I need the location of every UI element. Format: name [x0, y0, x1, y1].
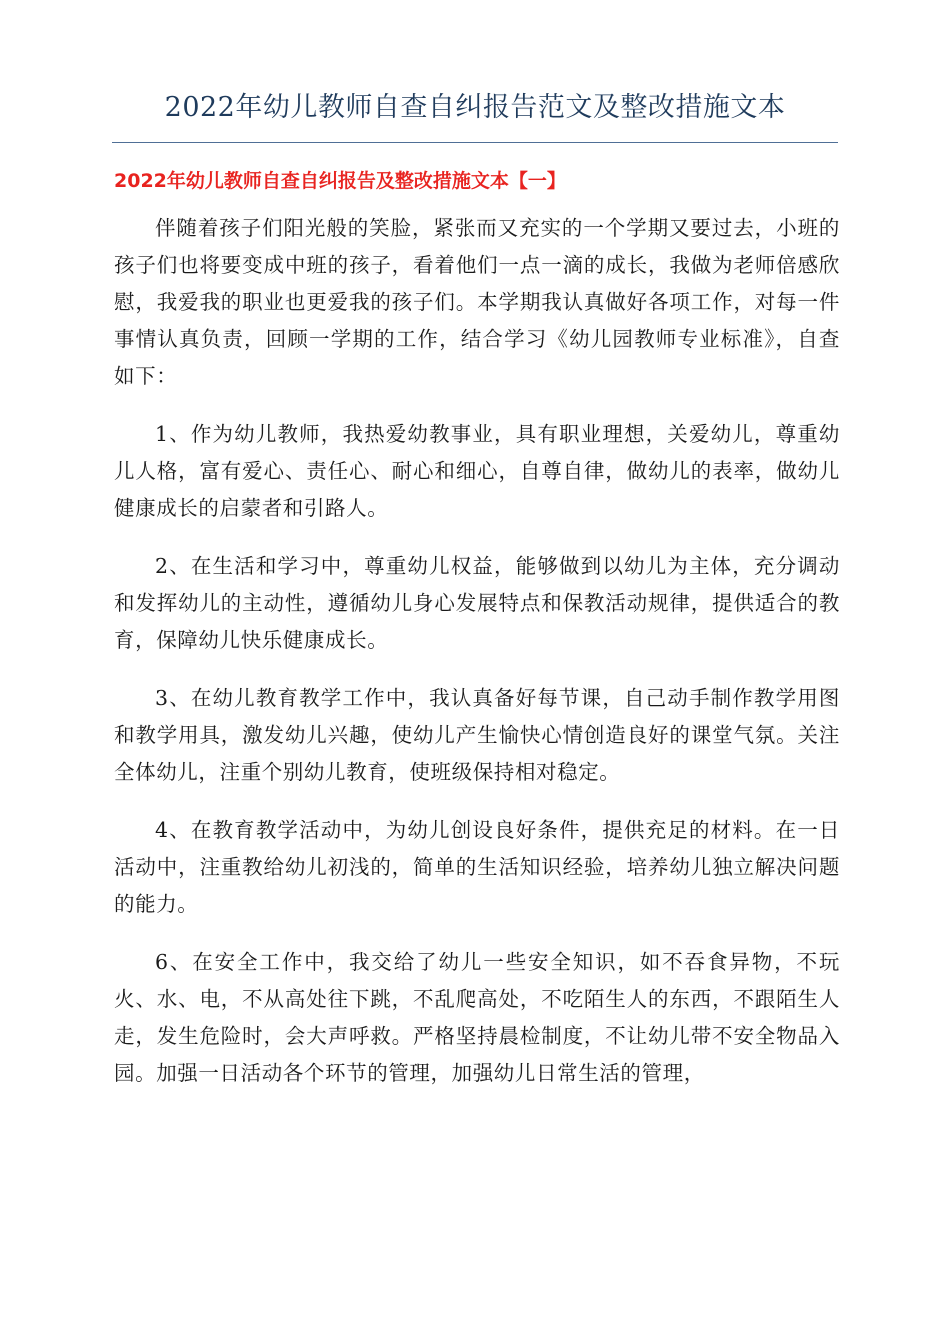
intro-paragraph: 伴随着孩子们阳光般的笑脸，紧张而又充实的一个学期又要过去，小班的孩子们也将要变成中班的孩子，看着他们一点一滴的成长，我做为老师倍感欣慰，我爱我的职业也更爱我的孩子们。本学期我认真做好各项工作，对每一件事情认真负责，回顾一学期的工作，结合学习《幼儿园教师专业标准》，自查如下： [114, 216, 840, 388]
paragraph-item-4: 4、在教育教学活动中，为幼儿创设良好条件，提供充足的材料。在一日活动中，注重教给幼儿初浅的，简单的生活知识经验，培养幼儿独立解决问题的能力。 [114, 818, 840, 916]
paragraph-item-1: 1、作为幼儿教师，我热爱幼教事业，具有职业理想，关爱幼儿，尊重幼儿人格，富有爱心、责任心、耐心和细心，自尊自律，做幼儿的表率，做幼儿健康成长的启蒙者和引路人。 [114, 422, 840, 520]
paragraph-item-6: 6、在安全工作中，我交给了幼儿一些安全知识，如不吞食异物，不玩火、水、电，不从高处往下跳，不乱爬高处，不吃陌生人的东西，不跟陌生人走，发生危险时，会大声呼救。严格坚持晨检制度，不让幼儿带不安全物品入园。加强一日活动各个环节的管理，加强幼儿日常生活的管理， [114, 950, 840, 1085]
section-heading: 2022年幼儿教师自查自纠报告及整改措施文本【一】 [114, 170, 566, 192]
document-body [114, 210, 840, 1113]
title-divider [112, 142, 838, 143]
paragraph-item-3: 3、在幼儿教育教学工作中，我认真备好每节课，自己动手制作教学用图和教学用具，激发幼儿兴趣，使幼儿产生愉快心情创造良好的课堂气氛。关注全体幼儿，注重个别幼儿教育，使班级保持相对稳定。 [114, 686, 840, 784]
paragraph-item-2: 2、在生活和学习中，尊重幼儿权益，能够做到以幼儿为主体，充分调动和发挥幼儿的主动性，遵循幼儿身心发展特点和保教活动规律，提供适合的教育，保障幼儿快乐健康成长。 [114, 554, 840, 652]
document-title: 2022年幼儿教师自查自纠报告范文及整改措施文本 [164, 92, 786, 123]
